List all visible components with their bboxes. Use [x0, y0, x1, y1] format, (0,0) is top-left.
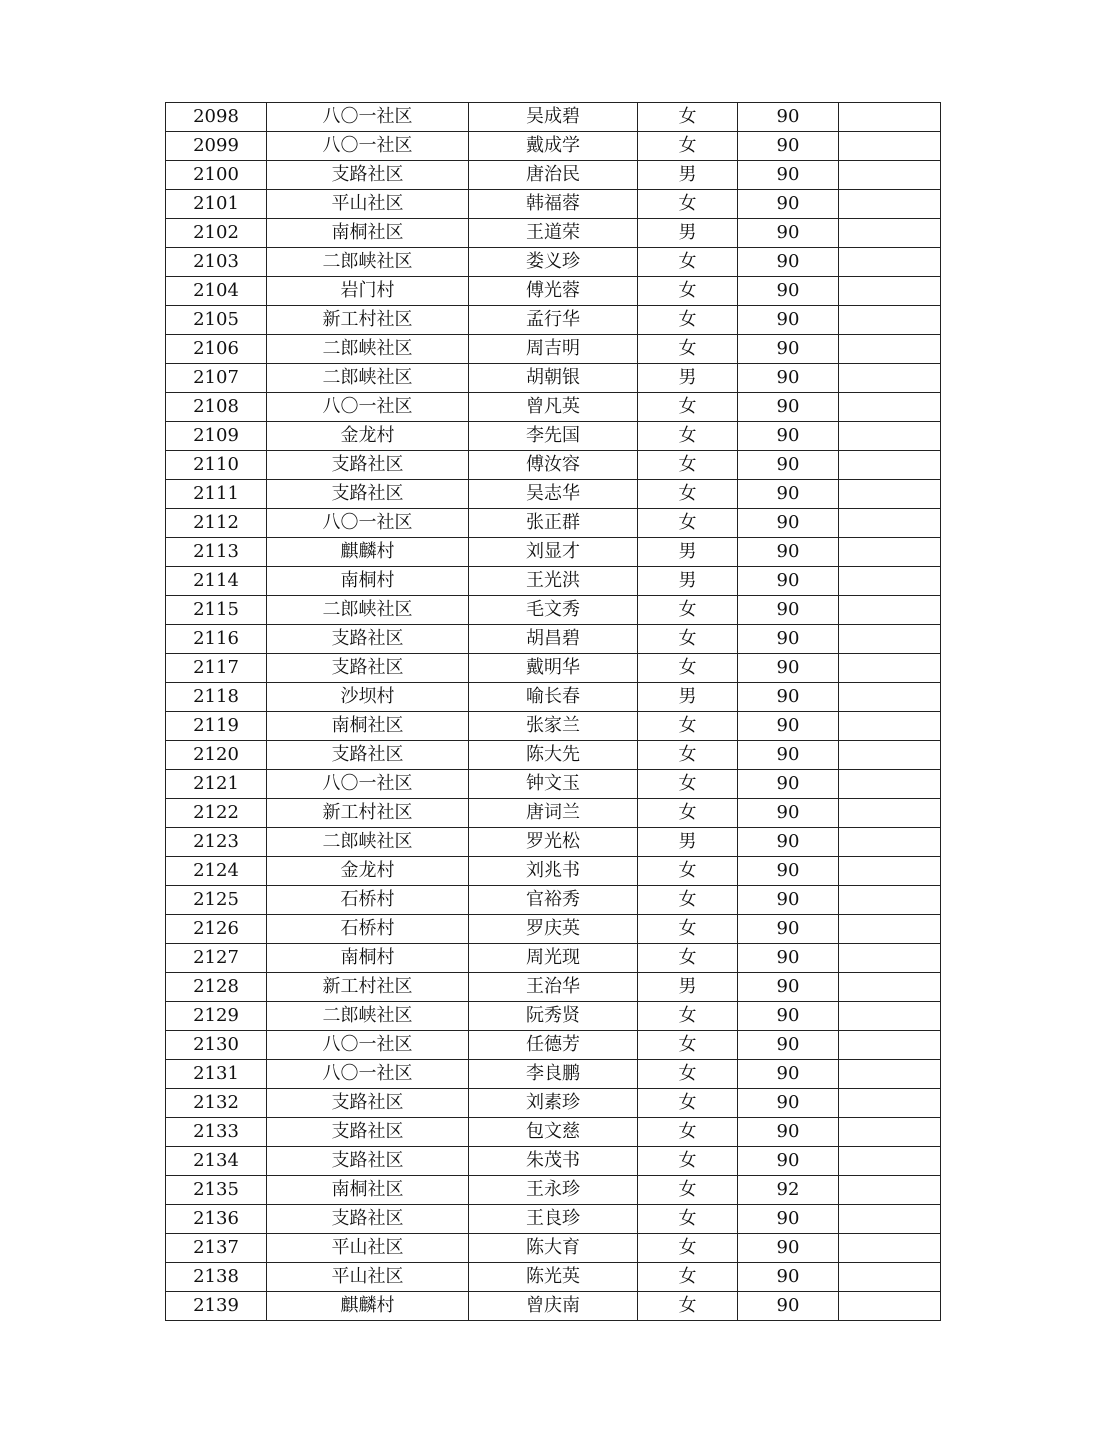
serial-number-cell: 2135 — [166, 1176, 267, 1205]
community-cell: 二郎峡社区 — [267, 364, 469, 393]
name-cell: 毛文秀 — [469, 596, 638, 625]
remark-cell — [839, 306, 941, 335]
name-cell: 唐词兰 — [469, 799, 638, 828]
serial-number-cell: 2125 — [166, 886, 267, 915]
community-cell: 南桐社区 — [267, 1176, 469, 1205]
gender-cell: 女 — [638, 886, 738, 915]
remark-cell — [839, 799, 941, 828]
serial-number-cell: 2109 — [166, 422, 267, 451]
table-row — [166, 1060, 941, 1089]
community-cell: 二郎峡社区 — [267, 248, 469, 277]
community-cell: 南桐村 — [267, 567, 469, 596]
gender-cell: 女 — [638, 132, 738, 161]
serial-number-cell: 2137 — [166, 1234, 267, 1263]
age-cell: 90 — [738, 973, 839, 1002]
age-cell: 90 — [738, 1263, 839, 1292]
name-cell: 周光现 — [469, 944, 638, 973]
table-row — [166, 1089, 941, 1118]
remark-cell — [839, 161, 941, 190]
serial-number-cell: 2112 — [166, 509, 267, 538]
community-cell: 二郎峡社区 — [267, 828, 469, 857]
gender-cell: 女 — [638, 451, 738, 480]
remark-cell — [839, 1060, 941, 1089]
gender-cell: 女 — [638, 944, 738, 973]
gender-cell: 女 — [638, 1147, 738, 1176]
serial-number-cell: 2100 — [166, 161, 267, 190]
serial-number-cell: 2124 — [166, 857, 267, 886]
name-cell: 傅光蓉 — [469, 277, 638, 306]
remark-cell — [839, 1089, 941, 1118]
name-cell: 官裕秀 — [469, 886, 638, 915]
gender-cell: 女 — [638, 1263, 738, 1292]
name-cell: 阮秀贤 — [469, 1002, 638, 1031]
age-cell: 90 — [738, 1060, 839, 1089]
remark-cell — [839, 1118, 941, 1147]
remark-cell — [839, 248, 941, 277]
gender-cell: 男 — [638, 973, 738, 1002]
age-cell: 90 — [738, 1234, 839, 1263]
community-cell: 支路社区 — [267, 654, 469, 683]
table-row — [166, 451, 941, 480]
remark-cell — [839, 335, 941, 364]
community-cell: 南桐村 — [267, 944, 469, 973]
remark-cell — [839, 132, 941, 161]
age-cell: 90 — [738, 1118, 839, 1147]
gender-cell: 男 — [638, 219, 738, 248]
gender-cell: 女 — [638, 741, 738, 770]
age-cell: 90 — [738, 944, 839, 973]
community-cell: 金龙村 — [267, 422, 469, 451]
table-row — [166, 973, 941, 1002]
age-cell: 90 — [738, 190, 839, 219]
community-cell: 新工村社区 — [267, 799, 469, 828]
age-cell: 90 — [738, 915, 839, 944]
table-row — [166, 422, 941, 451]
age-cell: 90 — [738, 422, 839, 451]
community-cell: 八〇一社区 — [267, 103, 469, 132]
age-cell: 90 — [738, 248, 839, 277]
table-row — [166, 306, 941, 335]
community-cell: 支路社区 — [267, 1089, 469, 1118]
serial-number-cell: 2107 — [166, 364, 267, 393]
age-cell: 90 — [738, 596, 839, 625]
serial-number-cell: 2129 — [166, 1002, 267, 1031]
name-cell: 韩福蓉 — [469, 190, 638, 219]
table-row — [166, 1147, 941, 1176]
remark-cell — [839, 712, 941, 741]
gender-cell: 女 — [638, 1060, 738, 1089]
remark-cell — [839, 1031, 941, 1060]
remark-cell — [839, 1263, 941, 1292]
age-cell: 90 — [738, 1089, 839, 1118]
remark-cell — [839, 683, 941, 712]
gender-cell: 女 — [638, 1002, 738, 1031]
name-cell: 任德芳 — [469, 1031, 638, 1060]
gender-cell: 女 — [638, 1118, 738, 1147]
name-cell: 王永珍 — [469, 1176, 638, 1205]
age-cell: 90 — [738, 857, 839, 886]
remark-cell — [839, 1002, 941, 1031]
age-cell: 90 — [738, 886, 839, 915]
community-cell: 平山社区 — [267, 190, 469, 219]
name-cell: 王良珍 — [469, 1205, 638, 1234]
gender-cell: 女 — [638, 393, 738, 422]
community-cell: 金龙村 — [267, 857, 469, 886]
table-row — [166, 770, 941, 799]
gender-cell: 女 — [638, 248, 738, 277]
table-row — [166, 364, 941, 393]
community-cell: 八〇一社区 — [267, 1031, 469, 1060]
community-cell: 支路社区 — [267, 741, 469, 770]
age-cell: 90 — [738, 1205, 839, 1234]
name-cell: 王光洪 — [469, 567, 638, 596]
serial-number-cell: 2139 — [166, 1292, 267, 1321]
community-cell: 南桐社区 — [267, 219, 469, 248]
age-cell: 90 — [738, 132, 839, 161]
name-cell: 钟文玉 — [469, 770, 638, 799]
table-row — [166, 683, 941, 712]
community-cell: 支路社区 — [267, 161, 469, 190]
name-cell: 张家兰 — [469, 712, 638, 741]
gender-cell: 女 — [638, 915, 738, 944]
table-row — [166, 103, 941, 132]
table-row — [166, 1234, 941, 1263]
remark-cell — [839, 451, 941, 480]
age-cell: 90 — [738, 770, 839, 799]
name-cell: 刘兆书 — [469, 857, 638, 886]
remark-cell — [839, 770, 941, 799]
gender-cell: 女 — [638, 306, 738, 335]
table-row — [166, 828, 941, 857]
serial-number-cell: 2111 — [166, 480, 267, 509]
remark-cell — [839, 886, 941, 915]
age-cell: 90 — [738, 1002, 839, 1031]
serial-number-cell: 2118 — [166, 683, 267, 712]
community-cell: 新工村社区 — [267, 306, 469, 335]
gender-cell: 女 — [638, 1089, 738, 1118]
gender-cell: 女 — [638, 190, 738, 219]
roster-table — [165, 102, 941, 1321]
serial-number-cell: 2105 — [166, 306, 267, 335]
community-cell: 支路社区 — [267, 451, 469, 480]
name-cell: 唐治民 — [469, 161, 638, 190]
remark-cell — [839, 1292, 941, 1321]
community-cell: 麒麟村 — [267, 1292, 469, 1321]
serial-number-cell: 2101 — [166, 190, 267, 219]
name-cell: 刘素珍 — [469, 1089, 638, 1118]
remark-cell — [839, 625, 941, 654]
gender-cell: 男 — [638, 538, 738, 567]
table-row — [166, 335, 941, 364]
serial-number-cell: 2127 — [166, 944, 267, 973]
remark-cell — [839, 1205, 941, 1234]
serial-number-cell: 2130 — [166, 1031, 267, 1060]
gender-cell: 男 — [638, 567, 738, 596]
name-cell: 喻长春 — [469, 683, 638, 712]
serial-number-cell: 2113 — [166, 538, 267, 567]
gender-cell: 女 — [638, 857, 738, 886]
age-cell: 90 — [738, 480, 839, 509]
community-cell: 支路社区 — [267, 1205, 469, 1234]
gender-cell: 女 — [638, 422, 738, 451]
gender-cell: 女 — [638, 277, 738, 306]
age-cell: 90 — [738, 538, 839, 567]
community-cell: 支路社区 — [267, 1147, 469, 1176]
table-row — [166, 1263, 941, 1292]
table-row — [166, 538, 941, 567]
serial-number-cell: 2114 — [166, 567, 267, 596]
age-cell: 90 — [738, 1147, 839, 1176]
name-cell: 王道荣 — [469, 219, 638, 248]
gender-cell: 女 — [638, 1031, 738, 1060]
name-cell: 娄义珍 — [469, 248, 638, 277]
table-row — [166, 1292, 941, 1321]
community-cell: 支路社区 — [267, 625, 469, 654]
name-cell: 戴明华 — [469, 654, 638, 683]
age-cell: 90 — [738, 335, 839, 364]
age-cell: 90 — [738, 219, 839, 248]
table-row — [166, 1002, 941, 1031]
table-row — [166, 886, 941, 915]
community-cell: 新工村社区 — [267, 973, 469, 1002]
community-cell: 支路社区 — [267, 1118, 469, 1147]
age-cell: 90 — [738, 509, 839, 538]
gender-cell: 女 — [638, 770, 738, 799]
serial-number-cell: 2116 — [166, 625, 267, 654]
age-cell: 90 — [738, 306, 839, 335]
name-cell: 周吉明 — [469, 335, 638, 364]
name-cell: 陈大先 — [469, 741, 638, 770]
table-row — [166, 1118, 941, 1147]
gender-cell: 男 — [638, 828, 738, 857]
gender-cell: 女 — [638, 596, 738, 625]
table-row — [166, 190, 941, 219]
age-cell: 90 — [738, 567, 839, 596]
table-row — [166, 799, 941, 828]
gender-cell: 女 — [638, 335, 738, 364]
serial-number-cell: 2134 — [166, 1147, 267, 1176]
community-cell: 沙坝村 — [267, 683, 469, 712]
community-cell: 八〇一社区 — [267, 1060, 469, 1089]
community-cell: 岩门村 — [267, 277, 469, 306]
name-cell: 李先国 — [469, 422, 638, 451]
name-cell: 曾凡英 — [469, 393, 638, 422]
age-cell: 90 — [738, 364, 839, 393]
name-cell: 吴成碧 — [469, 103, 638, 132]
remark-cell — [839, 277, 941, 306]
gender-cell: 女 — [638, 712, 738, 741]
serial-number-cell: 2104 — [166, 277, 267, 306]
name-cell: 傅汝容 — [469, 451, 638, 480]
table-row — [166, 509, 941, 538]
community-cell: 石桥村 — [267, 886, 469, 915]
remark-cell — [839, 422, 941, 451]
name-cell: 李良鹏 — [469, 1060, 638, 1089]
serial-number-cell: 2132 — [166, 1089, 267, 1118]
table-row — [166, 161, 941, 190]
table-row — [166, 567, 941, 596]
gender-cell: 女 — [638, 799, 738, 828]
age-cell: 90 — [738, 683, 839, 712]
community-cell: 南桐社区 — [267, 712, 469, 741]
table-row — [166, 654, 941, 683]
table-row — [166, 625, 941, 654]
serial-number-cell: 2110 — [166, 451, 267, 480]
remark-cell — [839, 219, 941, 248]
age-cell: 90 — [738, 828, 839, 857]
serial-number-cell: 2121 — [166, 770, 267, 799]
community-cell: 支路社区 — [267, 480, 469, 509]
serial-number-cell: 2136 — [166, 1205, 267, 1234]
remark-cell — [839, 567, 941, 596]
table-row — [166, 132, 941, 161]
gender-cell: 女 — [638, 1205, 738, 1234]
community-cell: 二郎峡社区 — [267, 1002, 469, 1031]
name-cell: 胡昌碧 — [469, 625, 638, 654]
age-cell: 90 — [738, 393, 839, 422]
age-cell: 90 — [738, 712, 839, 741]
table-row — [166, 915, 941, 944]
gender-cell: 男 — [638, 364, 738, 393]
community-cell: 麒麟村 — [267, 538, 469, 567]
name-cell: 吴志华 — [469, 480, 638, 509]
remark-cell — [839, 480, 941, 509]
serial-number-cell: 2102 — [166, 219, 267, 248]
gender-cell: 男 — [638, 683, 738, 712]
age-cell: 90 — [738, 277, 839, 306]
table-row — [166, 944, 941, 973]
table-row — [166, 1205, 941, 1234]
community-cell: 石桥村 — [267, 915, 469, 944]
table-row — [166, 480, 941, 509]
gender-cell: 女 — [638, 654, 738, 683]
table-row — [166, 1031, 941, 1060]
gender-cell: 女 — [638, 480, 738, 509]
name-cell: 包文慈 — [469, 1118, 638, 1147]
community-cell: 平山社区 — [267, 1263, 469, 1292]
serial-number-cell: 2115 — [166, 596, 267, 625]
community-cell: 八〇一社区 — [267, 132, 469, 161]
community-cell: 八〇一社区 — [267, 509, 469, 538]
name-cell: 刘显才 — [469, 538, 638, 567]
table-row — [166, 857, 941, 886]
name-cell: 罗光松 — [469, 828, 638, 857]
serial-number-cell: 2120 — [166, 741, 267, 770]
community-cell: 二郎峡社区 — [267, 596, 469, 625]
age-cell: 90 — [738, 654, 839, 683]
serial-number-cell: 2133 — [166, 1118, 267, 1147]
community-cell: 八〇一社区 — [267, 770, 469, 799]
name-cell: 罗庆英 — [469, 915, 638, 944]
serial-number-cell: 2108 — [166, 393, 267, 422]
serial-number-cell: 2098 — [166, 103, 267, 132]
gender-cell: 女 — [638, 1234, 738, 1263]
gender-cell: 女 — [638, 103, 738, 132]
age-cell: 90 — [738, 1292, 839, 1321]
age-cell: 90 — [738, 799, 839, 828]
remark-cell — [839, 741, 941, 770]
remark-cell — [839, 1147, 941, 1176]
name-cell: 孟行华 — [469, 306, 638, 335]
serial-number-cell: 2106 — [166, 335, 267, 364]
remark-cell — [839, 190, 941, 219]
community-cell: 八〇一社区 — [267, 393, 469, 422]
gender-cell: 女 — [638, 509, 738, 538]
gender-cell: 女 — [638, 625, 738, 654]
community-cell: 平山社区 — [267, 1234, 469, 1263]
table-row — [166, 277, 941, 306]
age-cell: 90 — [738, 161, 839, 190]
remark-cell — [839, 393, 941, 422]
remark-cell — [839, 944, 941, 973]
table-row — [166, 248, 941, 277]
name-cell: 朱茂书 — [469, 1147, 638, 1176]
table-row — [166, 393, 941, 422]
remark-cell — [839, 973, 941, 1002]
remark-cell — [839, 364, 941, 393]
age-cell: 90 — [738, 625, 839, 654]
remark-cell — [839, 103, 941, 132]
age-cell: 90 — [738, 451, 839, 480]
serial-number-cell: 2117 — [166, 654, 267, 683]
remark-cell — [839, 538, 941, 567]
remark-cell — [839, 509, 941, 538]
gender-cell: 男 — [638, 161, 738, 190]
name-cell: 王治华 — [469, 973, 638, 1002]
remark-cell — [839, 857, 941, 886]
remark-cell — [839, 828, 941, 857]
age-cell: 90 — [738, 103, 839, 132]
table-row — [166, 596, 941, 625]
serial-number-cell: 2122 — [166, 799, 267, 828]
serial-number-cell: 2123 — [166, 828, 267, 857]
community-cell: 二郎峡社区 — [267, 335, 469, 364]
serial-number-cell: 2128 — [166, 973, 267, 1002]
name-cell: 戴成学 — [469, 132, 638, 161]
serial-number-cell: 2103 — [166, 248, 267, 277]
serial-number-cell: 2138 — [166, 1263, 267, 1292]
age-cell: 90 — [738, 741, 839, 770]
table-row — [166, 712, 941, 741]
serial-number-cell: 2099 — [166, 132, 267, 161]
name-cell: 张正群 — [469, 509, 638, 538]
name-cell: 曾庆南 — [469, 1292, 638, 1321]
table-row — [166, 1176, 941, 1205]
name-cell: 陈光英 — [469, 1263, 638, 1292]
gender-cell: 女 — [638, 1292, 738, 1321]
gender-cell: 女 — [638, 1176, 738, 1205]
remark-cell — [839, 654, 941, 683]
serial-number-cell: 2119 — [166, 712, 267, 741]
remark-cell — [839, 1176, 941, 1205]
remark-cell — [839, 596, 941, 625]
name-cell: 胡朝银 — [469, 364, 638, 393]
serial-number-cell: 2126 — [166, 915, 267, 944]
table-row — [166, 741, 941, 770]
remark-cell — [839, 915, 941, 944]
remark-cell — [839, 1234, 941, 1263]
serial-number-cell: 2131 — [166, 1060, 267, 1089]
age-cell: 92 — [738, 1176, 839, 1205]
age-cell: 90 — [738, 1031, 839, 1060]
roster-table-body — [166, 103, 941, 1321]
table-row — [166, 219, 941, 248]
name-cell: 陈大育 — [469, 1234, 638, 1263]
